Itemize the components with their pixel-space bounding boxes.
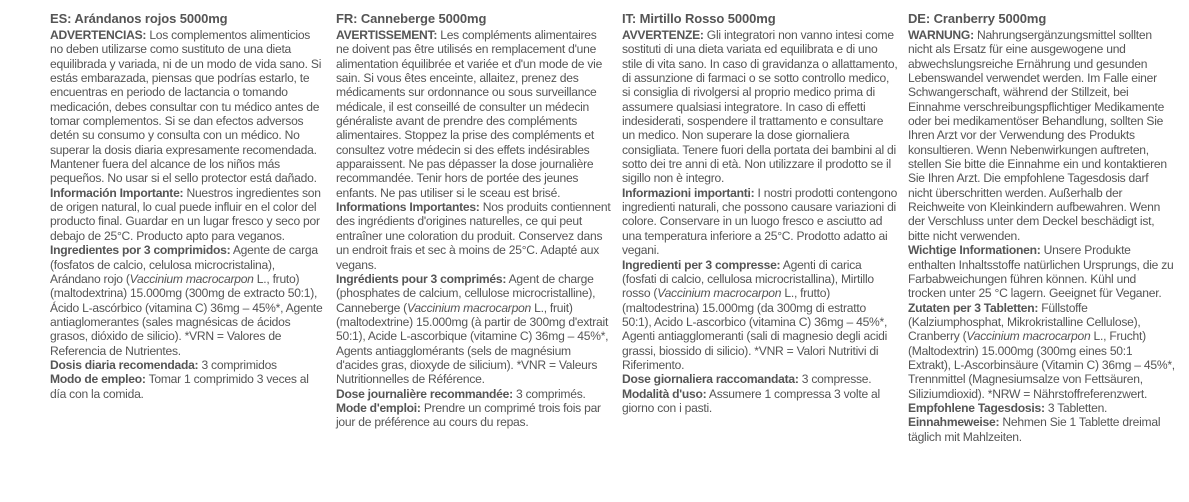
- french-column: [336, 11, 622, 502]
- french-ingredients-text-1: Agent de charge (phosphates de calcium, cellulose microcristalline), Canneberge (: [336, 271, 596, 315]
- spanish-dose-label: Dosis diaria recomendada:: [50, 357, 199, 372]
- italian-usage-label: Modalità d'uso:: [622, 386, 707, 401]
- italian-ingredients-text-2: L., frutto) (maltodestrina) 15.000mg (da 300mg di estratto 50:1), Acido L-ascorbico (vitamina C) 36mg – 45%*, Agenti antiagglomeranti (sali di magnesio degli acidi grassi, biossido di silicio). *VNR = Valori Nutritivi di Riferimento.: [622, 286, 888, 372]
- french-warnings-text: Les compléments alimentaires ne doivent pas être utilisés en remplacement d'une alimentation équilibrée et variée et d'un mode de vie sain. Si vous êtes enceinte, allaitez, prenez des médicaments sur ordonnance ou sous surveillance médicale, il est conseillé de consulter un médecin généraliste avant de prendre des compléments alimentaires. Stoppez la prise des compléments et consultez votre médecin si des effets indésirables apparaissent. Ne pas dépasser la dose journalière recommandée. Tenir hors de portée des jeunes enfants. Ne pas utiliser si le sceau est brisé.: [336, 28, 603, 200]
- french-info-label: Informations Importantes:: [336, 200, 480, 215]
- spanish-ingredients-text-2: L., fruto) (maltodextrina) 15.000mg (300mg de extracto 50:1), Ácido L-ascórbico (vitamina C) 36mg – 45%*, Agente antiaglomerantes (sales magnésicas de ácidos grasos, dióxido de silicio). *VRN = Valores de Referencia de Nutrientes.: [50, 271, 323, 358]
- german-warnings-label: WARNUNG:: [908, 28, 974, 42]
- french-ingredients-label: Ingrédients pour 3 comprimés:: [336, 271, 507, 286]
- italian-important-info: [622, 186, 898, 258]
- french-important-info: [336, 200, 612, 272]
- spanish-info-label: Información Importante:: [50, 185, 184, 200]
- italian-info-text: I nostri prodotti contengono ingredienti naturali, che possono causare variazioni di colore. Conservare in un luogo fresco e asciutto ad una temperatura inferiore a 25°C. Prodotto adatto ai vegani.: [622, 185, 898, 258]
- italian-ingredients: [622, 258, 898, 373]
- spanish-dose: [50, 358, 326, 372]
- italian-warnings: [622, 28, 898, 186]
- german-usage: [908, 415, 1175, 444]
- german-ingredients-text-1: Füllstoffe (Kalziumphosphat, Mikrokristalline Cellulose), Cranberry (: [908, 300, 1141, 344]
- spanish-usage: [50, 372, 326, 401]
- french-usage-label: Mode d'emploi:: [336, 400, 421, 415]
- italian-usage-text: Assumere 1 compressa 3 volte al giorno con i pasti.: [622, 386, 880, 415]
- french-latin-name: Vaccinium macrocarpon: [406, 300, 531, 315]
- italian-info-label: Informazioni importanti:: [622, 185, 755, 200]
- german-warnings: [908, 28, 1175, 243]
- german-dose-text: 3 Tabletten.: [1044, 400, 1108, 415]
- german-usage-text: Nehmen Sie 1 Tablette dreimal täglich mit Mahlzeiten.: [908, 415, 1161, 444]
- spanish-ingredients: [50, 243, 326, 358]
- spanish-info-text: Nuestros ingredientes son de origen natural, lo cual puede influir en el color del producto final. Guardar en un lugar fresco y seco por debajo de 25°C. Producto apto para veganos.: [50, 185, 321, 243]
- french-ingredients: [336, 272, 612, 387]
- german-warnings-text: Nahrungsergänzungsmittel sollten nicht als Ersatz für eine ausgewogene und abwechslungsreiche Ernährung und gesunden Lebenswandel verwendet werden. Im Falle einer Schwangerschaft, während der Stillzeit, bei Einnahme verschreibungspflichtiger Medikamente oder bei medikamentöser Behandlung, sollten Sie Ihren Arzt vor der Verwendung des Produkts konsultieren. Wenn Nebenwirkungen auftreten, stellen Sie bitte die Einnahme ein und kontaktieren Sie Ihren Arzt. Die empfohlene Tagesdosis darf nicht überschritten werden. Außerhalb der Reichweite von Kleinkindern aufbewahren. Wenn der Verschluss unter dem Deckel beschädigt ist, bitte nicht verwenden.: [908, 28, 1167, 243]
- french-usage-text: Prendre un comprimé trois fois par jour de préférence au cours du repas.: [336, 400, 601, 430]
- spanish-warnings-label: ADVERTENCIAS:: [50, 28, 147, 42]
- german-column: [908, 11, 1185, 502]
- german-important-info: [908, 243, 1175, 300]
- spanish-ingredients-text-1: Agente de carga (fosfatos de calcio, celulosa microcristalina), Arándano rojo (: [50, 243, 318, 286]
- german-usage-label: Einnahmeweise:: [908, 415, 1000, 430]
- french-title: FR: Canneberge 5000mg: [336, 11, 487, 26]
- italian-ingredients-label: Ingredienti per 3 compresse:: [622, 257, 781, 272]
- spanish-latin-name: Vaccinium macrocarpon: [129, 271, 254, 286]
- german-dose-label: Empfohlene Tagesdosis:: [908, 400, 1045, 415]
- french-dose-label: Dose journalière recommandée:: [336, 386, 513, 401]
- italian-warnings-text: Gli integratori non vanno intesi come sostituti di una dieta variata ed equilibrata e di uno stile di vita sano. In caso di gravidanza o allattamento, di assunzione di farmaci o se sotto controllo medico, si consiglia di rivolgersi al proprio medico prima di assumere qualsiasi integratore. In caso di effetti indesiderati, sospendere il trattamento e consultare un medico. Non superare la dose giornaliera consigliata. Tenere fuori della portata dei bambini al di sotto dei tre anni di età. Non utilizzare il prodotto se il sigillo non è integro.: [622, 28, 898, 186]
- french-warnings-label: AVERTISSEMENT:: [336, 28, 438, 42]
- german-info-text: Unsere Produkte enthalten Inhaltsstoffe natürlichen Ursprungs, die zu Farbabweichungen führen können. Kühl und trocken unter 25 °C lagern. Geeignet für Veganer.: [908, 243, 1174, 301]
- spanish-important-info: [50, 186, 326, 243]
- french-warnings: [336, 28, 612, 200]
- spanish-usage-label: Modo de empleo:: [50, 372, 146, 387]
- french-usage: [336, 401, 612, 430]
- italian-latin-name: Vaccinium macrocarpon: [657, 286, 782, 301]
- italian-ingredients-text-1: Agenti di carica (fosfati di calcio, cellulosa microcristallina), Mirtillo rosso (: [622, 257, 874, 301]
- italian-dose-label: Dose giornaliera raccomandata:: [622, 372, 799, 387]
- italian-usage: [622, 387, 898, 416]
- french-info-text: Nos produits contiennent des ingrédients d'origines naturelles, ce qui peut entraîner une coloration du produit. Conservez dans un endroit frais et sec à moins de 25°C. Adapté aux vegans.: [336, 200, 611, 272]
- german-title: DE: Cranberry 5000mg: [908, 11, 1047, 26]
- spanish-ingredients-label: Ingredientes por 3 comprimidos:: [50, 243, 231, 258]
- french-dose-text: 3 comprimés.: [512, 386, 586, 401]
- spanish-usage-text: Tomar 1 comprimido 3 veces al día con la comida.: [50, 372, 309, 401]
- spanish-dose-text: 3 comprimidos: [198, 357, 277, 372]
- german-ingredients-text-2: L., Frucht) (Maltodextrin) 15.000mg (300mg eines 50:1 Extrakt), L-Ascorbinsäure (Vitamin C) 36mg – 45%*, Trennmittel (Magnesiumsalze von Fettsäuren, Siliziumdioxid). *NRW = Nährstoffreferenzwert.: [908, 329, 1175, 401]
- spanish-column: [50, 11, 336, 502]
- german-latin-name: Vaccinium macrocarpon: [966, 329, 1091, 344]
- italian-column: [622, 11, 908, 502]
- german-dose: [908, 401, 1175, 415]
- italian-dose: [622, 372, 898, 386]
- spanish-warnings-text: Los complementos alimenticios no deben utilizarse como sustituto de una dieta equilibrada y variada, ni de un modo de vida sano. Si estás embarazada, piensas que podrías estarlo, te encuentras en periodo de lactancia o tomando medicación, debes consultar con tu médico antes de tomar complementos. Si se dan efectos adversos detén su consumo y consulta con un médico. No superar la dosis diaria expresamente recomendada. Mantener fuera del alcance de los niños más pequeños. No usar si el sello protector está dañado.: [50, 28, 322, 186]
- german-info-label: Wichtige Informationen:: [908, 243, 1041, 258]
- german-ingredients-label: Zutaten per 3 Tabletten:: [908, 300, 1039, 315]
- spanish-title: ES: Arándanos rojos 5000mg: [50, 11, 228, 26]
- spanish-warnings: [50, 28, 326, 186]
- german-ingredients: [908, 301, 1175, 401]
- italian-warnings-label: AVVERTENZE:: [622, 28, 704, 42]
- italian-dose-text: 3 compresse.: [798, 372, 872, 387]
- french-ingredients-text-2: L., fruit) (maltodextrine) 15.000mg (à partir de 300mg d'extrait 50:1), Acide L-ascorbique (vitamine C) 36mg – 45%*, Agents antiagglomérants (sels de magnésium d'acides gras, dioxyde de silicium). *VNR = Valeurs Nutritionnelles de Référence.: [336, 300, 609, 387]
- french-dose: [336, 387, 612, 401]
- italian-title: IT: Mirtillo Rosso 5000mg: [622, 11, 776, 26]
